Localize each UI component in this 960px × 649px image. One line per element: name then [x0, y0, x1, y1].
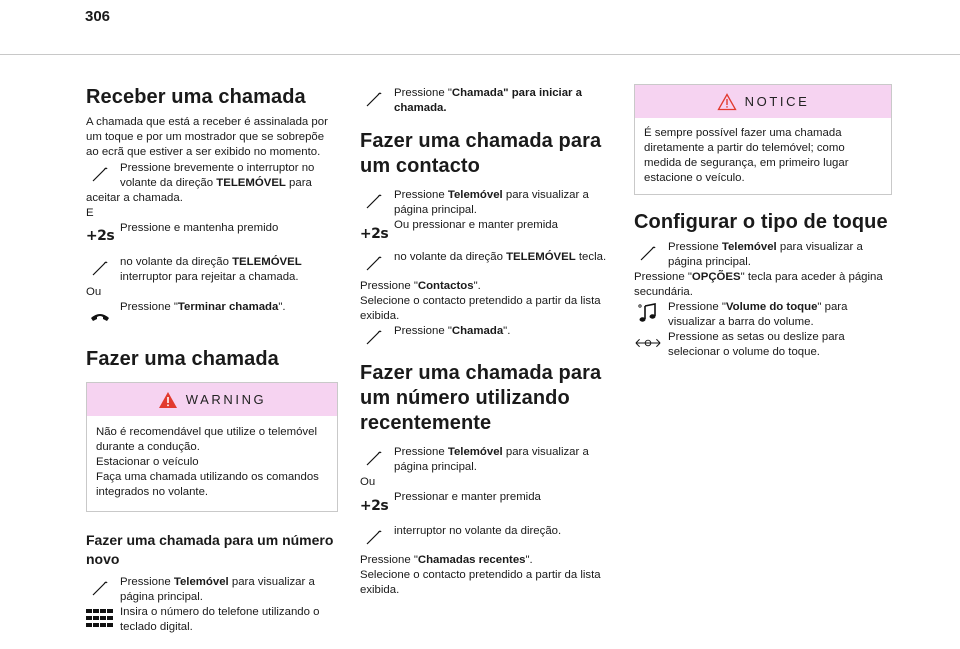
heading-recent: Fazer uma chamada para um número utilizando recentemente — [360, 362, 602, 434]
touch-icon — [86, 258, 114, 278]
receive-intro: A chamada que está a receber é assinalada por um toque e por um mostrador que se sobrepõe ao ecrã que estiver a ser exibido no momento. — [86, 116, 328, 158]
header-divider — [0, 54, 960, 55]
notice-header — [635, 85, 891, 118]
steering-switch-icon: +2s — [85, 227, 115, 244]
step-keypad: Insira o número do telefone utilizando o teclado digital. — [86, 605, 338, 635]
step-steering-key: no volante da direção TELEMÓVEL tecla. — [360, 250, 618, 265]
notice-body: É sempre possível fazer uma chamada diretamente a partir do telemóvel; como medida de segurança, em primeiro lugar estacione o veículo. — [644, 127, 849, 184]
step-press-call: Pressione "Chamada". — [360, 324, 618, 339]
e-connector: E — [86, 207, 94, 219]
column-1 — [86, 62, 338, 635]
touch-icon — [86, 578, 114, 598]
column-2 — [360, 62, 618, 598]
steering-switch-icon: +2s — [359, 497, 389, 514]
warning-title: WARNING — [185, 392, 267, 407]
heading-make-call: Fazer uma chamada — [86, 348, 279, 370]
recent-instruction: Pressione "Chamadas recentes". Selecione o contacto pretendido a partir da lista exibida. — [360, 554, 601, 596]
heading-new-number: Fazer uma chamada para um número novo — [86, 532, 334, 567]
step-arrows: Pressione as setas ou deslize para selecionar o volume do toque. — [634, 330, 892, 360]
step-end-call: Pressione "Terminar chamada". — [86, 300, 338, 326]
step-or-hold: +2s Ou pressionar e manter premida — [360, 218, 618, 244]
step-press-switch: Pressione brevemente o interruptor no volante da direção TELEMÓVEL para — [86, 161, 338, 191]
step-ring-volume: Pressione "Volume do toque" para visualizar a barra do volume. — [634, 300, 892, 330]
notice-box — [634, 84, 892, 195]
step-cont: aceitar a chamada. — [86, 192, 183, 204]
column-3 — [634, 62, 892, 360]
step-open-phone: Pressione Telemóvel para visualizar a página principal. — [86, 575, 338, 605]
music-note-icon — [634, 303, 662, 323]
step-open-phone: Pressione Telemóvel para visualizar a página principal. — [634, 240, 892, 270]
touch-icon — [360, 448, 388, 468]
step-press-hold: +2s Pressionar e manter premida — [360, 490, 618, 520]
step-call-start: Pressione "Chamada" para iniciar a chamada. — [360, 86, 618, 116]
step-steering-switch: interruptor no volante da direção. — [360, 524, 618, 539]
ou-connector: Ou — [86, 286, 102, 298]
keypad-icon — [86, 608, 114, 628]
touch-icon — [360, 89, 388, 109]
heading-receive-call: Receber uma chamada — [86, 86, 306, 108]
ou-connector: Ou — [360, 476, 376, 488]
step-reject: no volante da direção TELEMÓVEL interruptor para rejeitar a chamada. — [86, 255, 338, 285]
notice-title: NOTICE — [744, 94, 810, 109]
step-press-hold: +2s Pressione e mantenha premido — [86, 221, 338, 251]
touch-icon — [360, 527, 388, 547]
step-open-phone: Pressione Telemóvel para visualizar a página principal. — [360, 445, 618, 475]
heading-call-contact: Fazer uma chamada para um contacto — [360, 130, 602, 177]
step-open-phone: Pressione Telemóvel para visualizar a página principal. — [360, 188, 618, 218]
swipe-arrows-icon — [634, 333, 662, 353]
warning-body: Não é recomendável que utilize o telemóvel durante a condução. Estacionar o veículo Faça uma chamada utilizando os comandos integrados no volante. — [96, 426, 319, 498]
hang-up-icon — [86, 306, 114, 326]
warning-icon — [158, 391, 178, 409]
touch-icon — [360, 327, 388, 347]
touch-icon — [634, 243, 662, 263]
options-instruction: Pressione "OPÇÕES" tecla para aceder à página secundária. — [634, 271, 883, 298]
page-number: 306 — [85, 8, 111, 25]
notice-icon — [717, 93, 737, 111]
warning-box — [86, 382, 338, 512]
warning-header — [87, 383, 337, 416]
steering-switch-icon: +2s — [359, 225, 389, 242]
heading-ring-type: Configurar o tipo de toque — [634, 211, 888, 233]
touch-icon — [360, 191, 388, 211]
touch-icon — [86, 164, 114, 184]
touch-icon — [360, 253, 388, 273]
contacts-instruction: Pressione "Contactos". Selecione o contacto pretendido a partir da lista exibida. — [360, 280, 601, 322]
